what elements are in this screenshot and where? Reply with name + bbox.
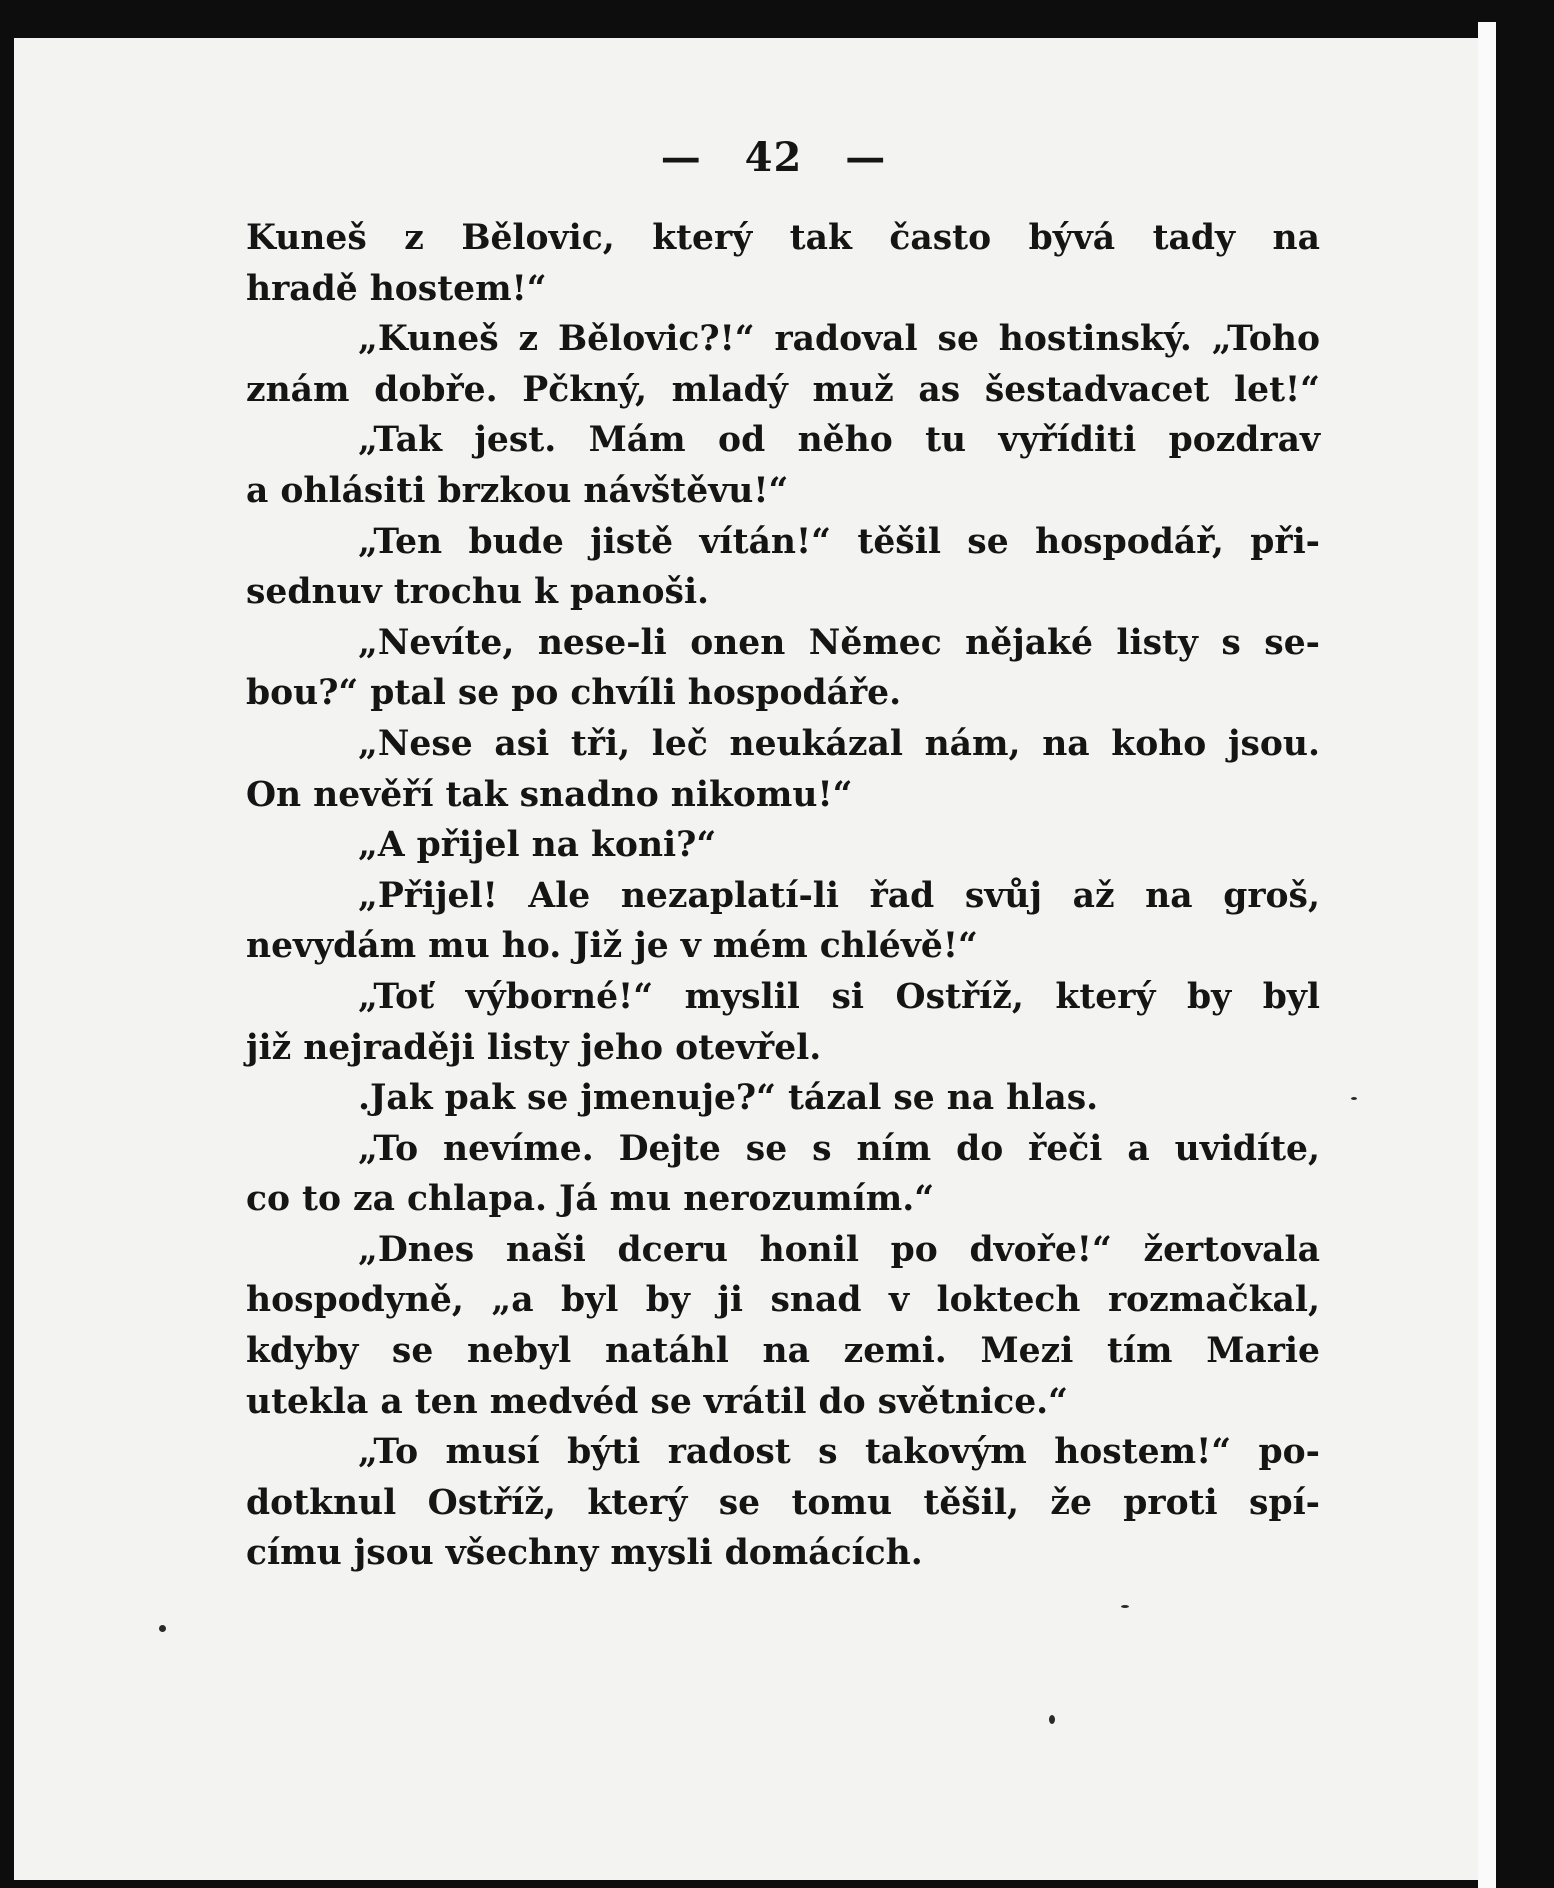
text-line: hospodyně, „a byl by ji snad v loktech rozmačkal, [246,1280,1320,1321]
text-line: .Jak pak se jmenuje?“ tázal se na hlas. [358,1078,1099,1119]
text-line: hradě hostem!“ [246,268,547,309]
text-line: co to za chlapa. Já mu nerozumím.“ [246,1179,935,1220]
text-line: znám dobře. Pčkný, mladý muž as šestadvacet let!“ [246,369,1320,410]
text-line: „A přijel na koni?“ [358,825,717,866]
text-line: címu jsou všechny mysli domácích. [246,1533,923,1574]
text-line: „Nevíte, nese-li onen Němec nějaké listy s se- [358,622,1320,663]
text-line: již nejraději listy jeho otevřel. [246,1027,822,1068]
text-line: „Ten bude jistě vítán!“ těšil se hospodář, při- [358,521,1320,562]
text-line: „To nevíme. Dejte se s ním do řeči a uvidíte, [358,1128,1320,1169]
text-line: sednuv trochu k panoši. [246,572,710,613]
text-line: a ohlásiti brzkou návštěvu!“ [246,470,789,511]
text-line: utekla a ten medvéd se vrátil do světnice.“ [246,1381,1069,1422]
book-page [14,38,1478,1880]
print-speck [159,1625,166,1632]
body-text [246,213,1320,1579]
text-line: „Dnes naši dceru honil po dvoře!“ žertovala [358,1229,1320,1270]
print-speck [1049,1715,1055,1724]
text-line: dotknul Ostříž, který se tomu těšil, že proti spí- [246,1482,1320,1523]
text-line: On nevěří tak snadno nikomu!“ [246,774,853,815]
page-number: — 42 — [660,134,887,181]
adjacent-page-edge [1478,22,1496,1888]
text-line: kdyby se nebyl natáhl na zemi. Mezi tím Marie [246,1331,1320,1372]
text-line: „To musí býti radost s takovým hostem!“ po- [358,1432,1320,1473]
text-line: nevydám mu ho. Již je v mém chlévě!“ [246,926,978,967]
print-speck [1121,1605,1129,1608]
text-line: „Nese asi tři, leč neukázal nám, na koho jsou. [358,723,1320,764]
text-line: „Tak jest. Mám od něho tu vyříditi pozdrav [358,420,1320,461]
text-line: „Přijel! Ale nezaplatí-li řad svůj až na groš, [358,875,1320,916]
print-speck [1351,1097,1357,1100]
text-line: Kuneš z Bělovic, který tak často bývá tady na [246,218,1320,258]
text-line: „Kuneš z Bělovic?!“ radoval se hostinský. „Toho [358,319,1320,360]
text-line: „Toť výborné!“ myslil si Ostříž, který by byl [358,976,1320,1017]
text-line: bou?“ ptal se po chvíli hospodáře. [246,673,902,714]
